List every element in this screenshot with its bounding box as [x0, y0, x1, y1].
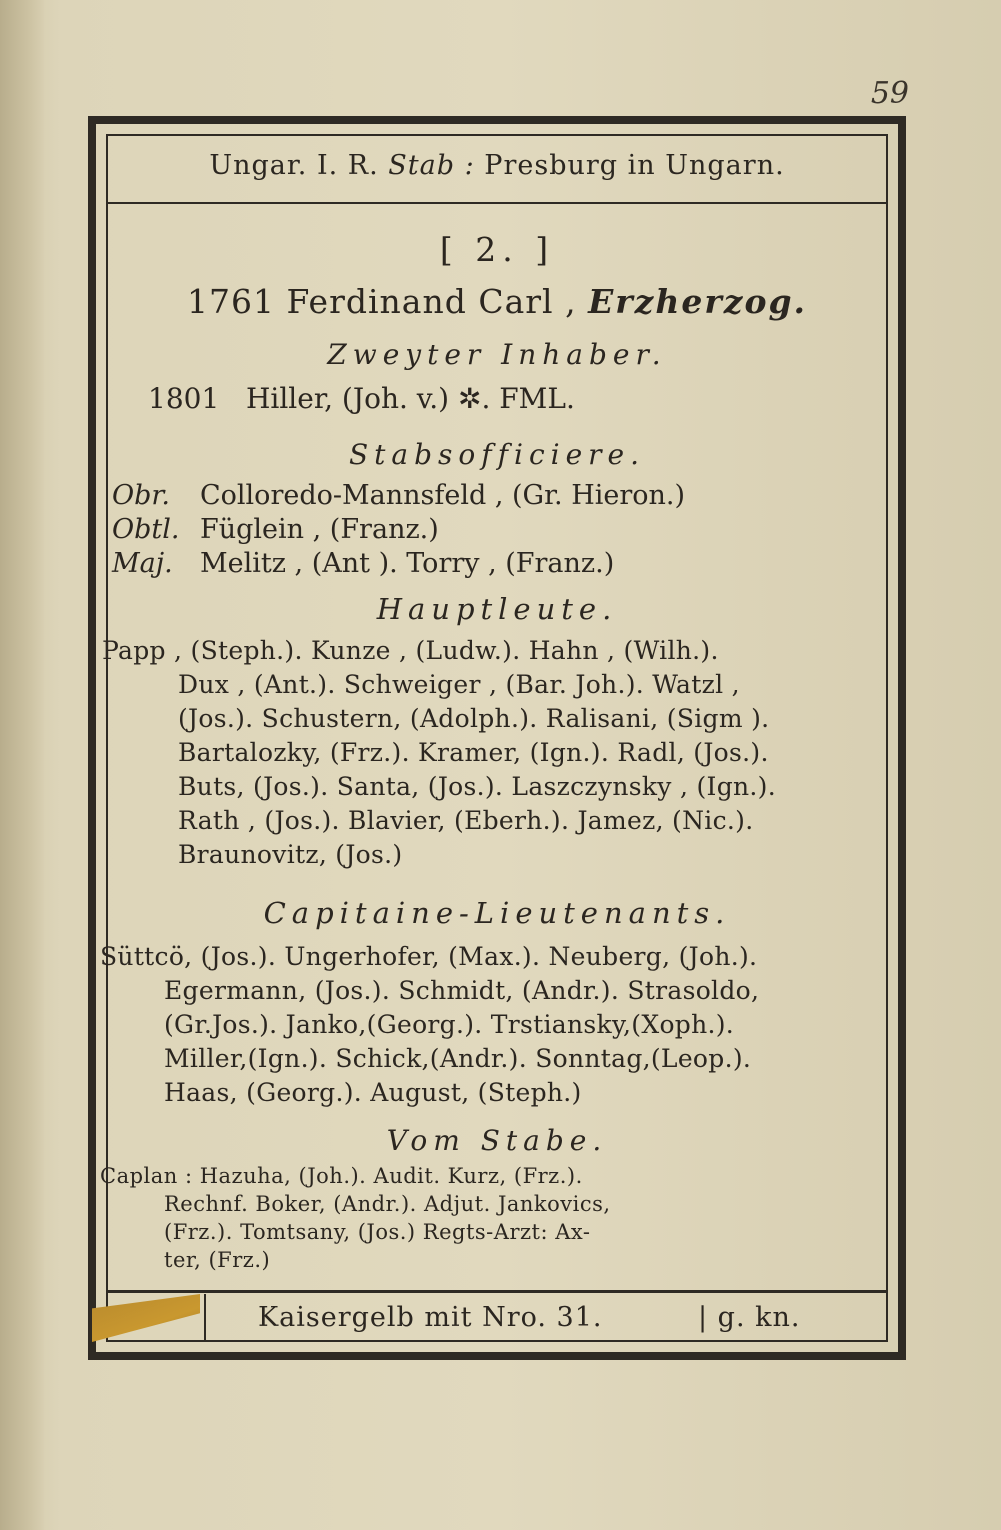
captains-line: Papp , (Steph.). Kunze , (Ludw.). Hahn , (Wilh.).: [102, 636, 719, 665]
rank-label: Obr.: [112, 480, 170, 511]
page-header: [108, 150, 886, 181]
second-owner-heading: Zweyter Inhaber.: [327, 338, 667, 371]
staff-heading: Vom Stabe.: [386, 1124, 608, 1157]
staff-line: Rechnf. Boker, (Andr.). Adjut. Jankovics,: [164, 1192, 611, 1216]
captain-lieutenants-heading: Capitaine-Lieutenants.: [263, 896, 731, 930]
captains-line: Braunovitz, (Jos.): [178, 840, 403, 869]
first-owner: [108, 282, 886, 321]
footer-buttons: | g. kn.: [698, 1302, 801, 1333]
staff-line: ter, (Frz.): [164, 1248, 271, 1272]
second-owner-entry: [148, 382, 575, 415]
captains-line: (Jos.). Schustern, (Adolph.). Ralisani, (Sigm ).: [178, 704, 770, 733]
header-rule: [108, 202, 886, 204]
staff-officers-heading: Stabsofficiere.: [348, 438, 646, 471]
captain-lieutenants-line: Miller,(Ign.). Schick,(Andr.). Sonntag,(Leop.).: [164, 1044, 752, 1073]
page-gutter: [0, 0, 44, 1530]
header-location: Presburg in Ungarn.: [484, 150, 785, 181]
captain-lieutenants-line: Haas, (Georg.). August, (Steph.): [164, 1078, 582, 1107]
header-prefix: Ungar. I. R.: [209, 150, 379, 181]
captains-heading: Hauptleute.: [376, 592, 618, 626]
captains-line: Rath , (Jos.). Blavier, (Eberh.). Jamez, (Nic.).: [178, 806, 754, 835]
second-owner-name: Hiller, (Joh. v.) ✲. FML.: [245, 382, 575, 415]
first-owner-name: Ferdinand Carl ,: [286, 282, 577, 321]
captains-line: Buts, (Jos.). Santa, (Jos.). Laszczynsky , (Ign.).: [178, 772, 776, 801]
page-number: 59: [870, 76, 909, 111]
captain-lieutenants-line: (Gr.Jos.). Janko,(Georg.). Trstiansky,(Xoph.).: [164, 1010, 735, 1039]
captain-lieutenants-line: Egermann, (Jos.). Schmidt, (Andr.). Strasoldo,: [164, 976, 760, 1005]
captains-line: Dux , (Ant.). Schweiger , (Bar. Joh.). Watzl ,: [178, 670, 740, 699]
captains-line: Bartalozky, (Frz.). Kramer, (Ign.). Radl, (Jos.).: [178, 738, 769, 767]
staff-line: Caplan : Hazuha, (Joh.). Audit. Kurz, (Frz.).: [100, 1164, 583, 1188]
rank-label: Maj.: [112, 548, 173, 579]
footer-rule: [108, 1290, 886, 1293]
footer-corner-stain: [92, 1294, 200, 1342]
inner-frame: [100, 134, 888, 1342]
staff-officer-row: [112, 514, 439, 545]
officer-names: Colloredo-Mannsfeld , (Gr. Hieron.): [200, 480, 686, 511]
regiment-number: [ 2. ]: [439, 230, 555, 269]
staff-line: (Frz.). Tomtsany, (Jos.) Regts-Arzt: Ax-: [164, 1220, 591, 1244]
header-stab-label: Stab :: [388, 150, 475, 181]
staff-officer-row: [112, 480, 685, 511]
second-owner-year: 1801: [148, 382, 220, 415]
first-owner-year: 1761: [186, 282, 275, 321]
footer-uniform: Kaisergelb mit Nro. 31.: [258, 1302, 603, 1333]
rank-label: Obtl.: [112, 514, 180, 545]
captain-lieutenants-line: Süttcö, (Jos.). Ungerhofer, (Max.). Neuberg, (Joh.).: [100, 942, 758, 971]
first-owner-title: Erzherzog.: [588, 282, 808, 321]
footer-divider: [204, 1294, 206, 1342]
officer-names: Füglein , (Franz.): [200, 514, 439, 545]
staff-officer-row: [112, 548, 614, 579]
officer-names: Melitz , (Ant ). Torry , (Franz.): [200, 548, 615, 579]
